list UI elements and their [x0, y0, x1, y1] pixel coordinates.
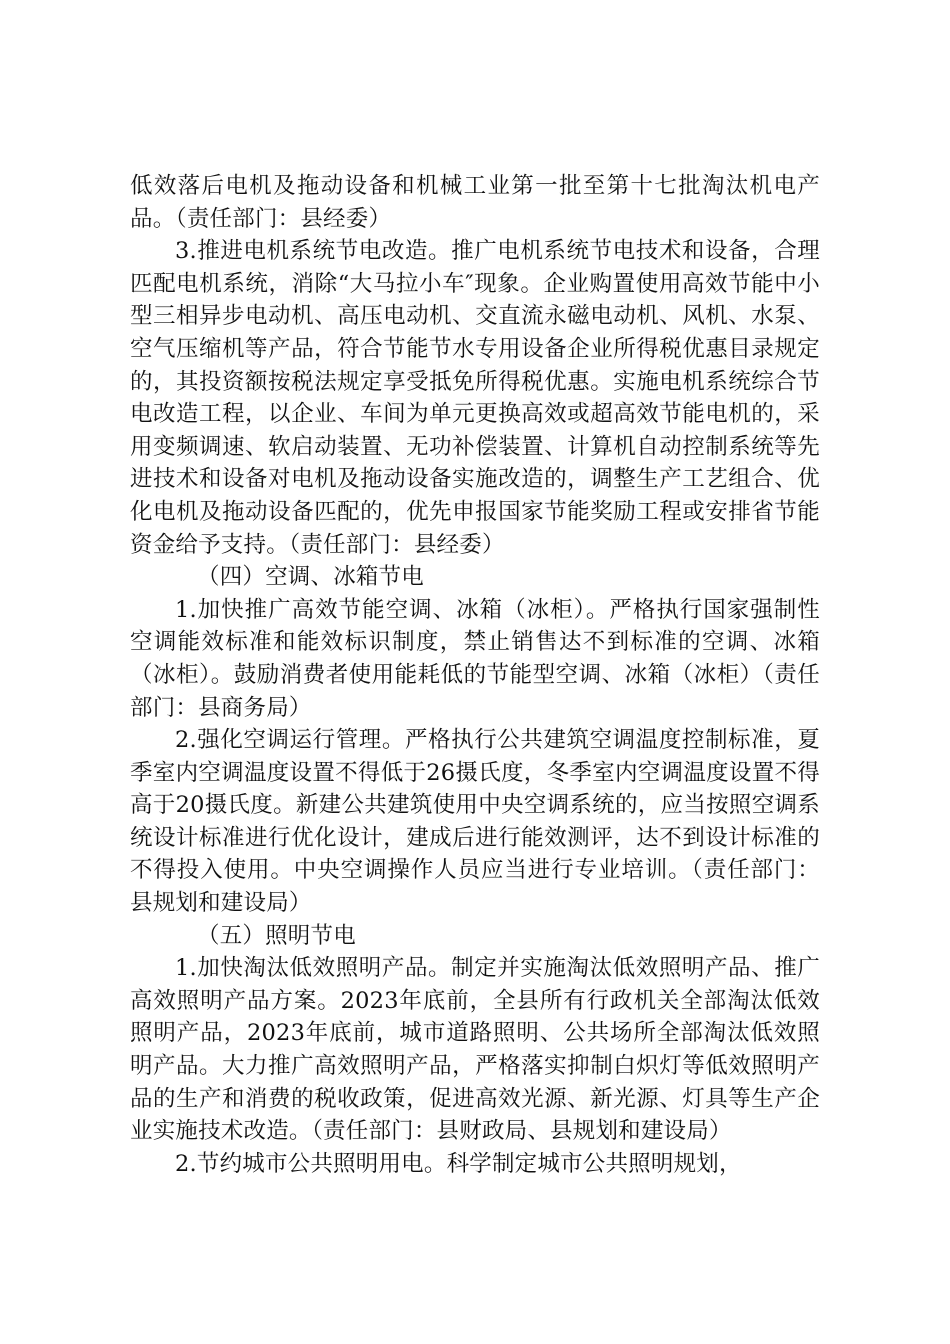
- paragraph-public-lighting: 2.节约城市公共照明用电。科学制定城市公共照明规划，: [175, 1150, 742, 1177]
- paragraph-promote-efficient-appliances: 1.加快推广高效节能空调、冰箱（冰柜）。严格执行国家强制性空调能效标准和能效标识制度，禁止销售达不到标准的空调、冰箱（冰柜）。鼓励消费者使用能耗低的节能型空调、冰箱（冰柜）（责任部门：县商务局）: [130, 596, 820, 721]
- paragraph-motor-system: 3.推进电机系统节电改造。推广电机系统节电技术和设备，合理匹配电机系统，消除“大马拉小车″现象。企业购置使用高效节能中小型三相异步电动机、高压电动机、交直流永磁电动机、风机、水泵、空气压缩机等产品，符合节能节水专用设备企业所得税优惠目录规定的，其投资额按税法规定享受抵免所得税优惠。实施电机系统综合节电改造工程，以企业、车间为单元更换高效或超高效节能电机的，采用变频调速、软启动装置、无功补偿装置、计算机自动控制系统等先进技术和设备对电机及拖动设备实施改造的，调整生产工艺组合、优化电机及拖动设备匹配的，优先申报国家节能奖励工程或安排省节能资金给予支持。（责任部门：县经委）: [130, 238, 820, 558]
- paragraph-ac-management: 2.强化空调运行管理。严格执行公共建筑空调温度控制标准，夏季室内空调温度设置不得低于26摄氏度，冬季室内空调温度设置不得高于20摄氏度。新建公共建筑使用中央空调系统的，应当按照空调系统设计标准进行优化设计，建成后进行能效测评，达不到设计标准的不得投入使用。中央空调操作人员应当进行专业培训。（责任部门：县规划和建设局）: [130, 727, 820, 917]
- paragraph-phase-out-lighting: 1.加快淘汰低效照明产品。制定并实施淘汰低效照明产品、推广高效照明产品方案。2023年底前，全县所有行政机关全部淘汰低效照明产品，2023年底前，城市道路照明、公共场所全部淘汰低效照明产品。大力推广高效照明产品，严格落实抑制白炽灯等低效照明产品的生产和消费的税收政策，促进高效光源、新光源、灯具等生产企业实施技术改造。（责任部门：县财政局、县规划和建设局）: [130, 955, 820, 1145]
- section-heading-air-conditioning: （四）空调、冰箱节电: [197, 564, 425, 591]
- document-body: [130, 170, 820, 1180]
- section-heading-lighting: （五）照明节电: [197, 922, 356, 949]
- paragraph-continuation: 低效落后电机及拖动设备和机械工业第一批至第十七批淘汰机电产品。（责任部门：县经委）: [130, 173, 820, 232]
